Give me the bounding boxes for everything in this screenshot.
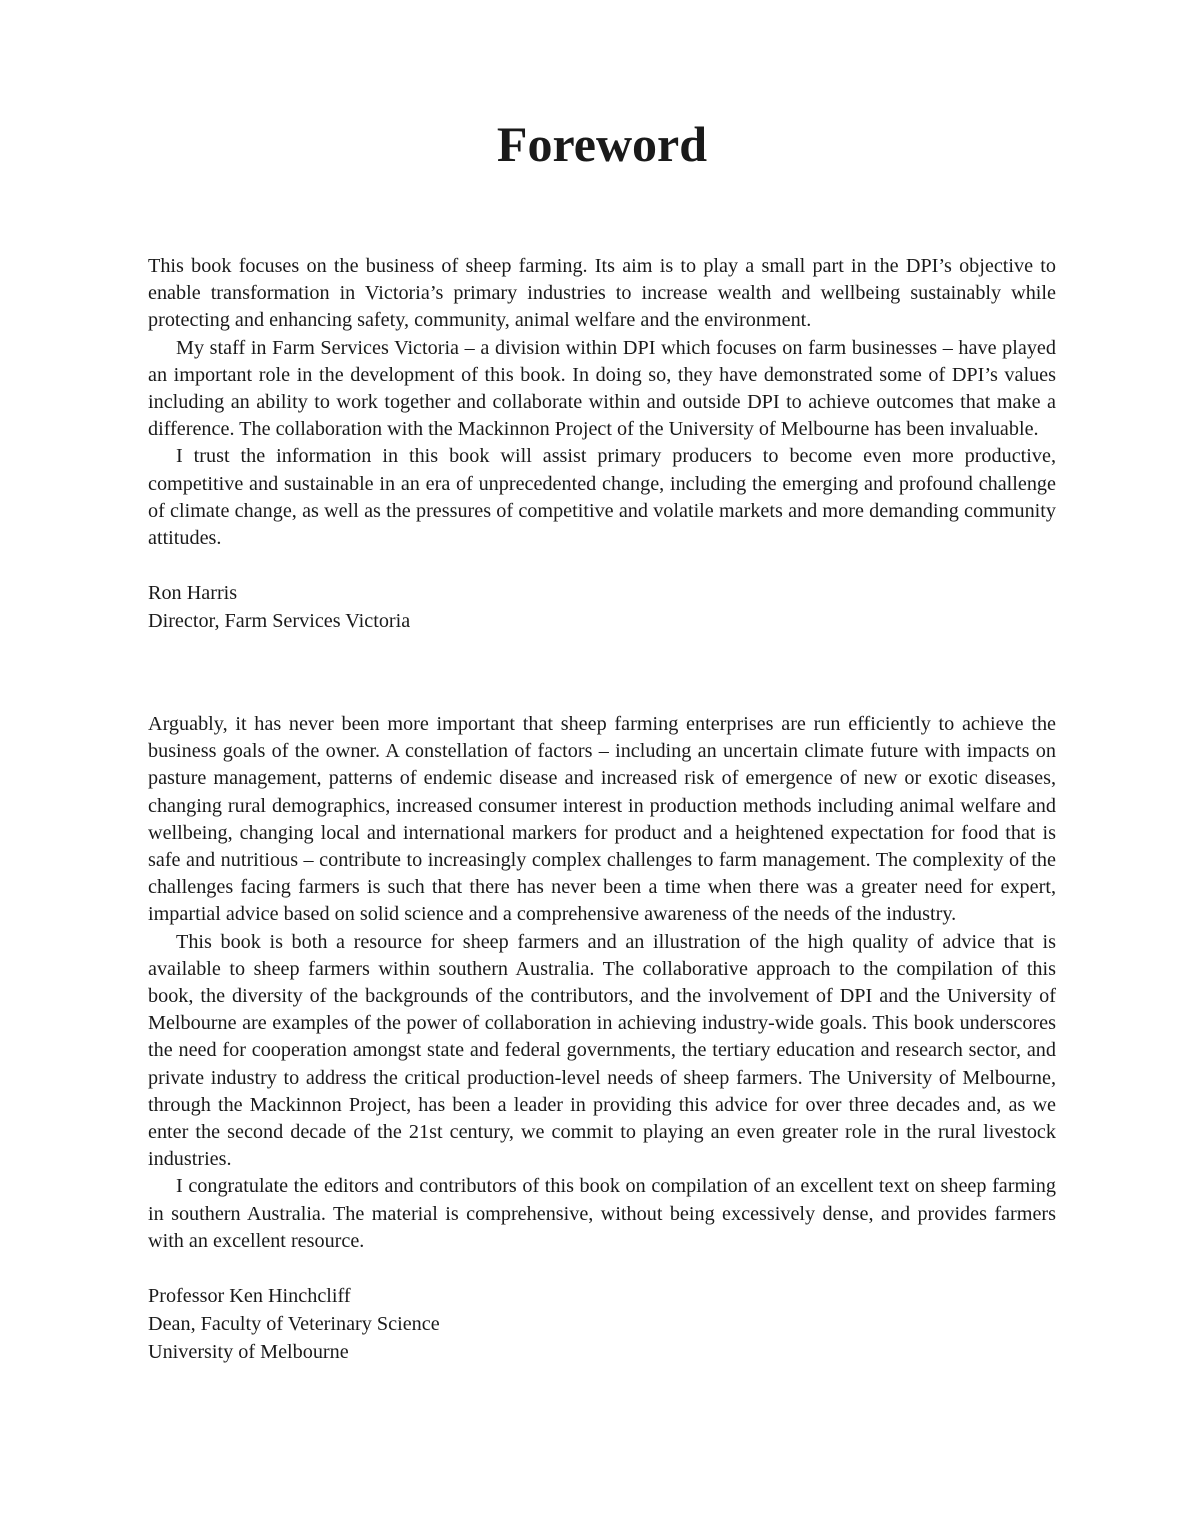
paragraph: My staff in Farm Services Victoria – a division within DPI which focuses on farm businesses – have played an important role in the development of this book. In doing so, they have demonstrated some of DPI’s values including an ability to work together and collaborate within and outside DPI to achieve outcomes that make a difference. The collaboration with the Mackinnon Project of the University of Melbourne has been invaluable. bbox=[148, 336, 1056, 441]
page-title: Foreword bbox=[496, 116, 708, 172]
foreword-section-dpi bbox=[148, 253, 1056, 635]
signatory-title: Director, Farm Services Victoria bbox=[148, 610, 411, 633]
signatory-name: Professor Ken Hinchcliff bbox=[148, 1285, 351, 1308]
signatory-title: Dean, Faculty of Veterinary Science bbox=[148, 1313, 440, 1336]
paragraph: Arguably, it has never been more important that sheep farming enterprises are run efficiently to achieve the business goals of the owner. A constellation of factors – including an uncertain climate future with impacts on pasture management, patterns of endemic disease and increased risk of emergence of new or exotic diseases, changing rural demographics, increased consumer interest in production methods including animal welfare and wellbeing, changing local and international markers for product and a heightened expectation for food that is safe and nutritious – contribute to increasingly complex challenges to farm management. The complexity of the challenges facing farmers is such that there has never been a time when there was a greater need for expert, impartial advice based on solid science and a comprehensive awareness of the needs of the industry. bbox=[148, 713, 1056, 926]
paragraph: I congratulate the editors and contributors of this book on compilation of an excellent text on sheep farming in southern Australia. The material is comprehensive, without being excessively dense, and provides farmers with an excellent resource. bbox=[148, 1175, 1056, 1252]
signatory-affiliation: University of Melbourne bbox=[148, 1341, 349, 1364]
paragraph: This book is both a resource for sheep farmers and an illustration of the high quality of advice that is available to sheep farmers within southern Australia. The collaborative approach to the compilation of this book, the diversity of the backgrounds of the contributors, and the involvement of DPI and the University of Melbourne are examples of the power of collaboration in achieving industry-wide goals. This book underscores the need for cooperation amongst state and federal governments, the tertiary education and research sector, and private industry to address the critical production-level needs of sheep farmers. The University of Melbourne, through the Mackinnon Project, has been a leader in providing this advice for over three decades and, as we enter the second decade of the 21st century, we commit to playing an even greater role in the rural livestock industries. bbox=[148, 930, 1056, 1171]
signatory-name: Ron Harris bbox=[148, 582, 238, 605]
signature-block bbox=[148, 1282, 1056, 1366]
foreword-section-university bbox=[148, 711, 1056, 1366]
paragraph: I trust the information in this book will assist primary producers to become even more productive, competitive and sustainable in an era of unprecedented change, including the emerging and profound challenge of climate change, as well as the pressures of competitive and volatile markets and more demanding community attitudes. bbox=[148, 445, 1056, 550]
signature-block bbox=[148, 579, 1056, 635]
paragraph: This book focuses on the business of sheep farming. Its aim is to play a small part in the DPI’s objective to enable transformation in Victoria’s primary industries to increase wealth and wellbeing sustainably while protecting and enhancing safety, community, animal welfare and the environment. bbox=[148, 255, 1056, 332]
